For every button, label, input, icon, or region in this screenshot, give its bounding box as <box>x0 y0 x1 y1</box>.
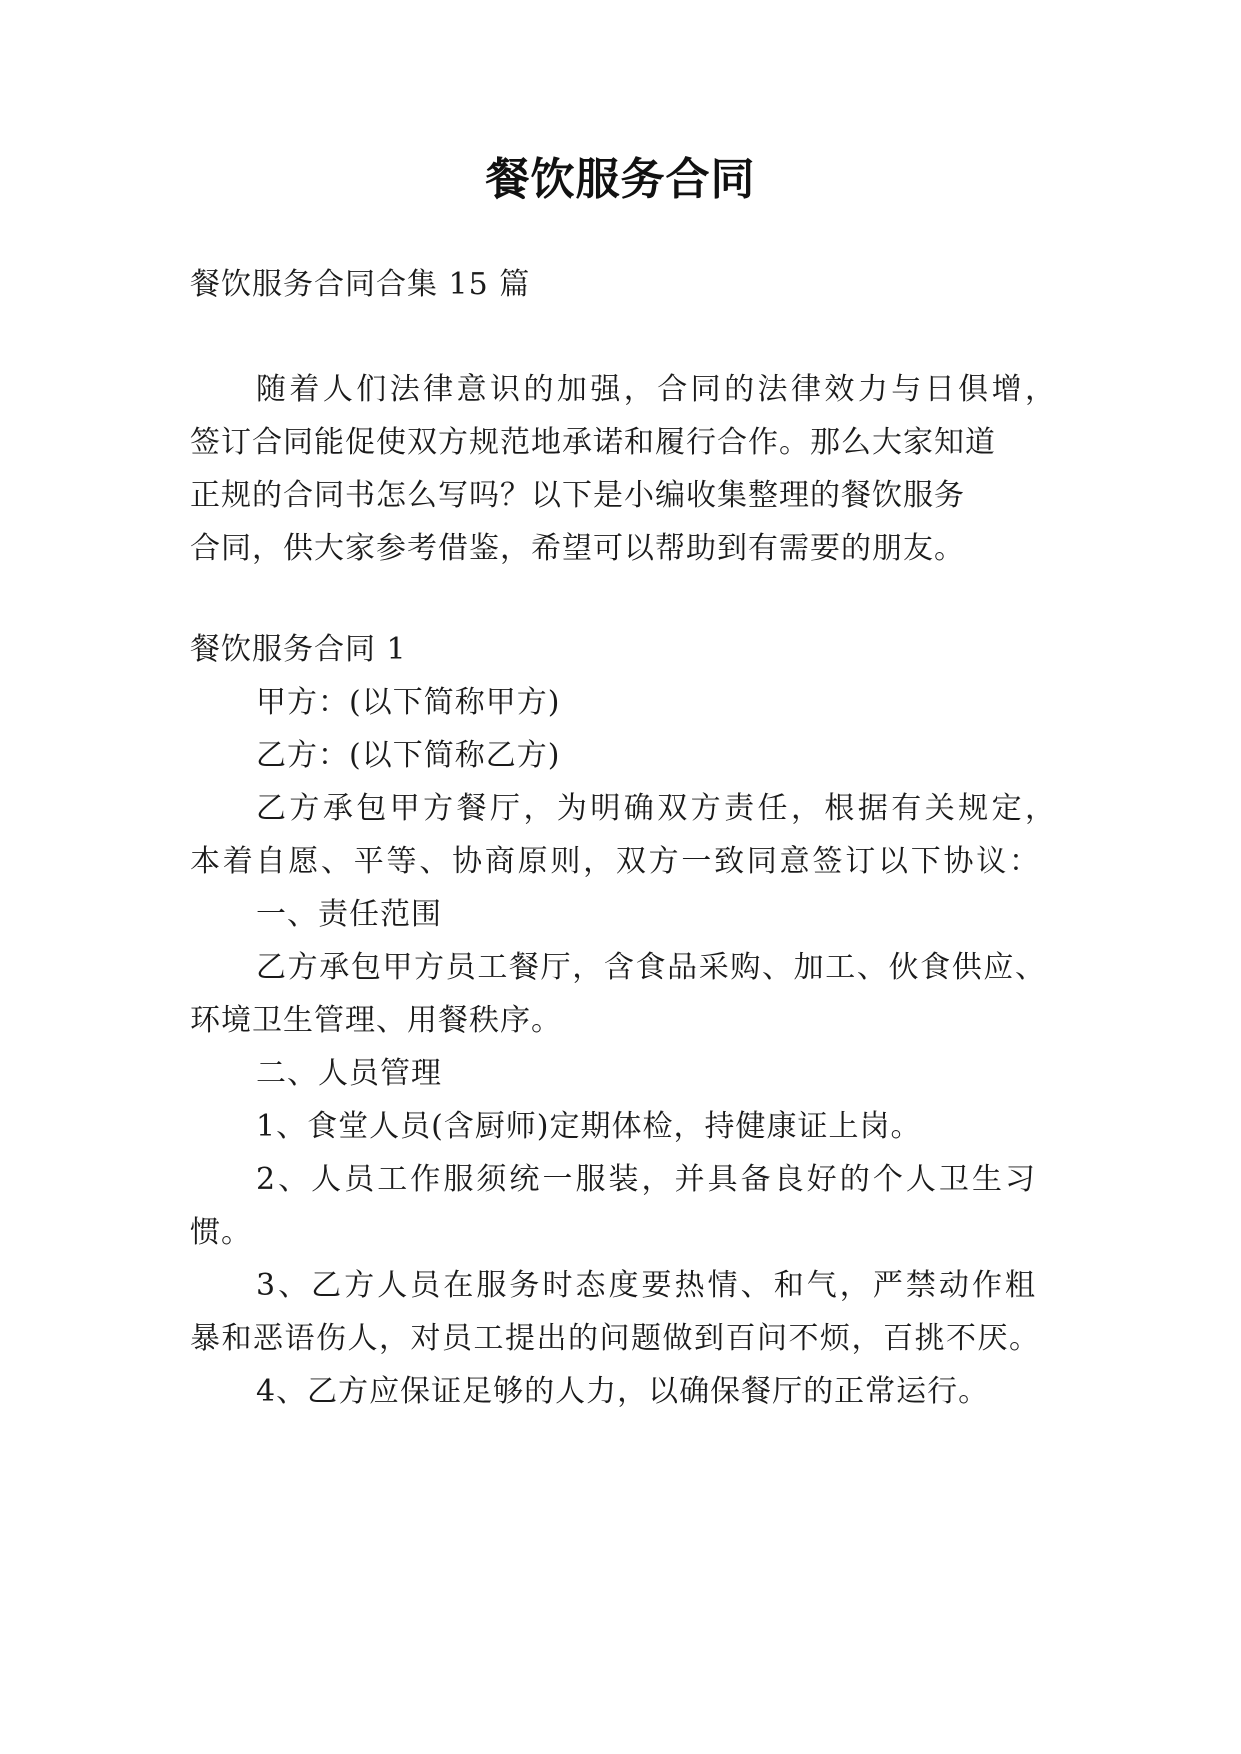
document-subtitle: 餐饮服务合同合集 15 篇 <box>190 267 531 302</box>
clause-1-line-2: 环境卫生管理、用餐秩序。 <box>190 1003 562 1038</box>
section-heading: 餐饮服务合同 1 <box>190 632 407 667</box>
item-1: 1、食堂人员(含厨师)定期体检，持健康证上岗。 <box>256 1109 922 1144</box>
preamble-line-1: 乙方承包甲方餐厅，为明确双方责任，根据有关规定， <box>256 791 1056 826</box>
clause-1-line-1: 乙方承包甲方员工餐厅，含食品采购、加工、伙食供应、 <box>256 950 1046 985</box>
intro-line-4: 合同，供大家参考借鉴，希望可以帮助到有需要的朋友。 <box>190 531 965 566</box>
document-title: 餐饮服务合同 <box>485 154 756 205</box>
intro-line-2: 签订合同能促使双方规范地承诺和履行合作。那么大家知道 <box>190 425 996 460</box>
item-2-line-2: 惯。 <box>190 1215 252 1250</box>
item-3-line-1: 3、乙方人员在服务时态度要热情、和气，严禁动作粗 <box>256 1268 1036 1303</box>
intro-line-3: 正规的合同书怎么写吗？以下是小编收集整理的餐饮服务 <box>190 478 965 513</box>
clause-1-heading: 一、责任范围 <box>256 897 442 932</box>
clause-2-heading: 二、人员管理 <box>256 1056 442 1091</box>
intro-line-1: 随着人们法律意识的加强，合同的法律效力与日俱增， <box>256 372 1056 407</box>
item-4: 4、乙方应保证足够的人力，以确保餐厅的正常运行。 <box>256 1374 990 1409</box>
party-b-line: 乙方：(以下简称乙方) <box>256 738 561 773</box>
item-3-line-2: 暴和恶语伤人，对员工提出的问题做到百问不烦，百挑不厌。 <box>190 1321 1040 1356</box>
item-2-line-1: 2、人员工作服须统一服装，并具备良好的个人卫生习 <box>256 1162 1036 1197</box>
preamble-line-2: 本着自愿、平等、协商原则，双方一致同意签订以下协议： <box>190 844 1040 879</box>
party-a-line: 甲方：(以下简称甲方) <box>256 685 561 720</box>
